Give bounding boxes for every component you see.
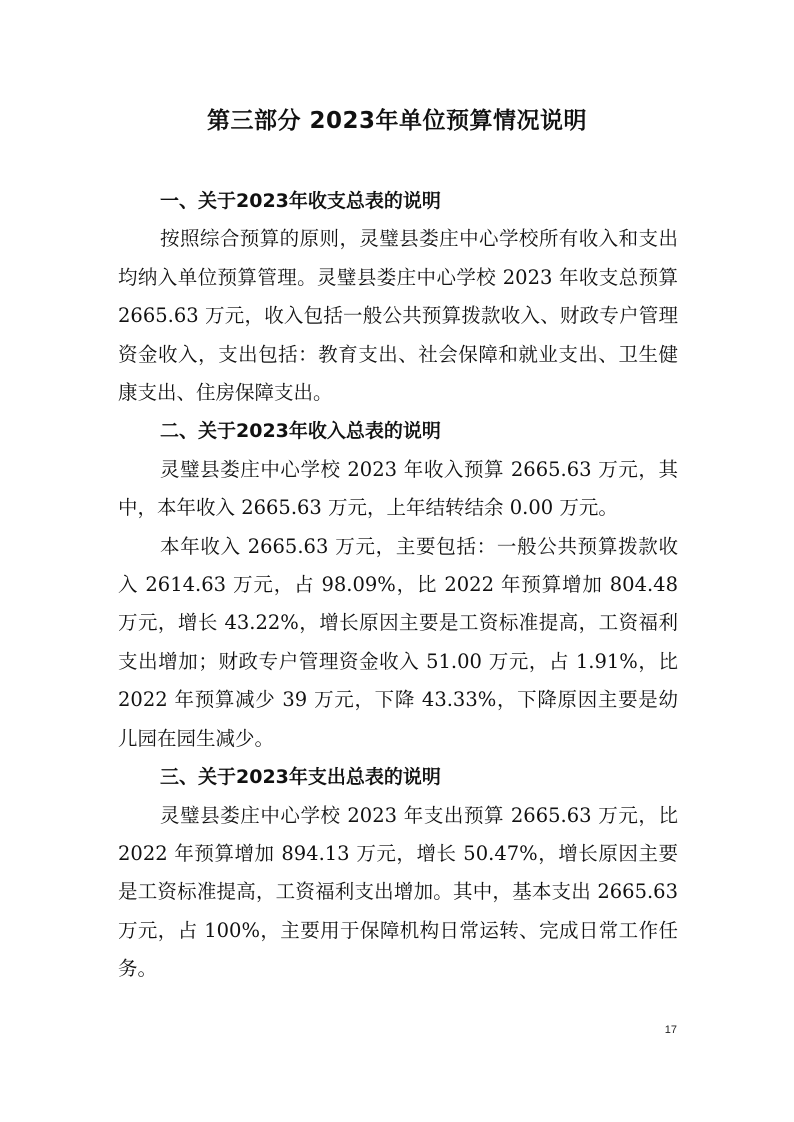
section-1-paragraph-1: 按照综合预算的原则，灵璧县娄庄中心学校所有收入和支出均纳入单位预算管理。灵璧县娄庄中心学校 2023 年收支总预算 2665.63 万元，收入包括一般公共预算拨款收入、财政专户管理资金收入，支出包括：教育支出、社会保障和就业支出、卫生健康支出、住房保障支出。 [118,227,678,405]
page-number: 17 [664,1024,677,1036]
page-title: 第三部分 2023年单位预算情况说明 [206,108,588,134]
section-heading-1: 一、关于2023年收支总表的说明 [160,190,441,212]
section-2-paragraph-1: 灵璧县娄庄中心学校 2023 年收入预算 2665.63 万元，其中，本年收入 2665.63 万元，上年结转结余 0.00 万元。 [118,457,678,520]
section-3-paragraph-1: 灵璧县娄庄中心学校 2023 年支出预算 2665.63 万元，比 2022 年预算增加 894.13 万元，增长 50.47%，增长原因主要是工资标准提高，工资福利支出增加。其中，基本支出 2665.63 万元，占 100%，主要用于保障机构日常运转、完成日常工作任务。 [118,803,678,981]
document-body [118,182,678,989]
section-heading-2: 二、关于2023年收入总表的说明 [160,420,441,443]
section-2-paragraph-2: 本年收入 2665.63 万元，主要包括：一般公共预算拨款收入 2614.63 万元，占 98.09%，比 2022 年预算增加 804.48 万元，增长 43.22%，增长原因主要是工资标准提高，工资福利支出增加；财政专户管理资金收入 51.00 万元，占 1.91%，比 2022 年预算减少 39 万元，下降 43.33%，下降原因主要是幼儿园在园生减少。 [118,534,678,750]
section-heading-3: 三、关于2023年支出总表的说明 [160,766,441,789]
